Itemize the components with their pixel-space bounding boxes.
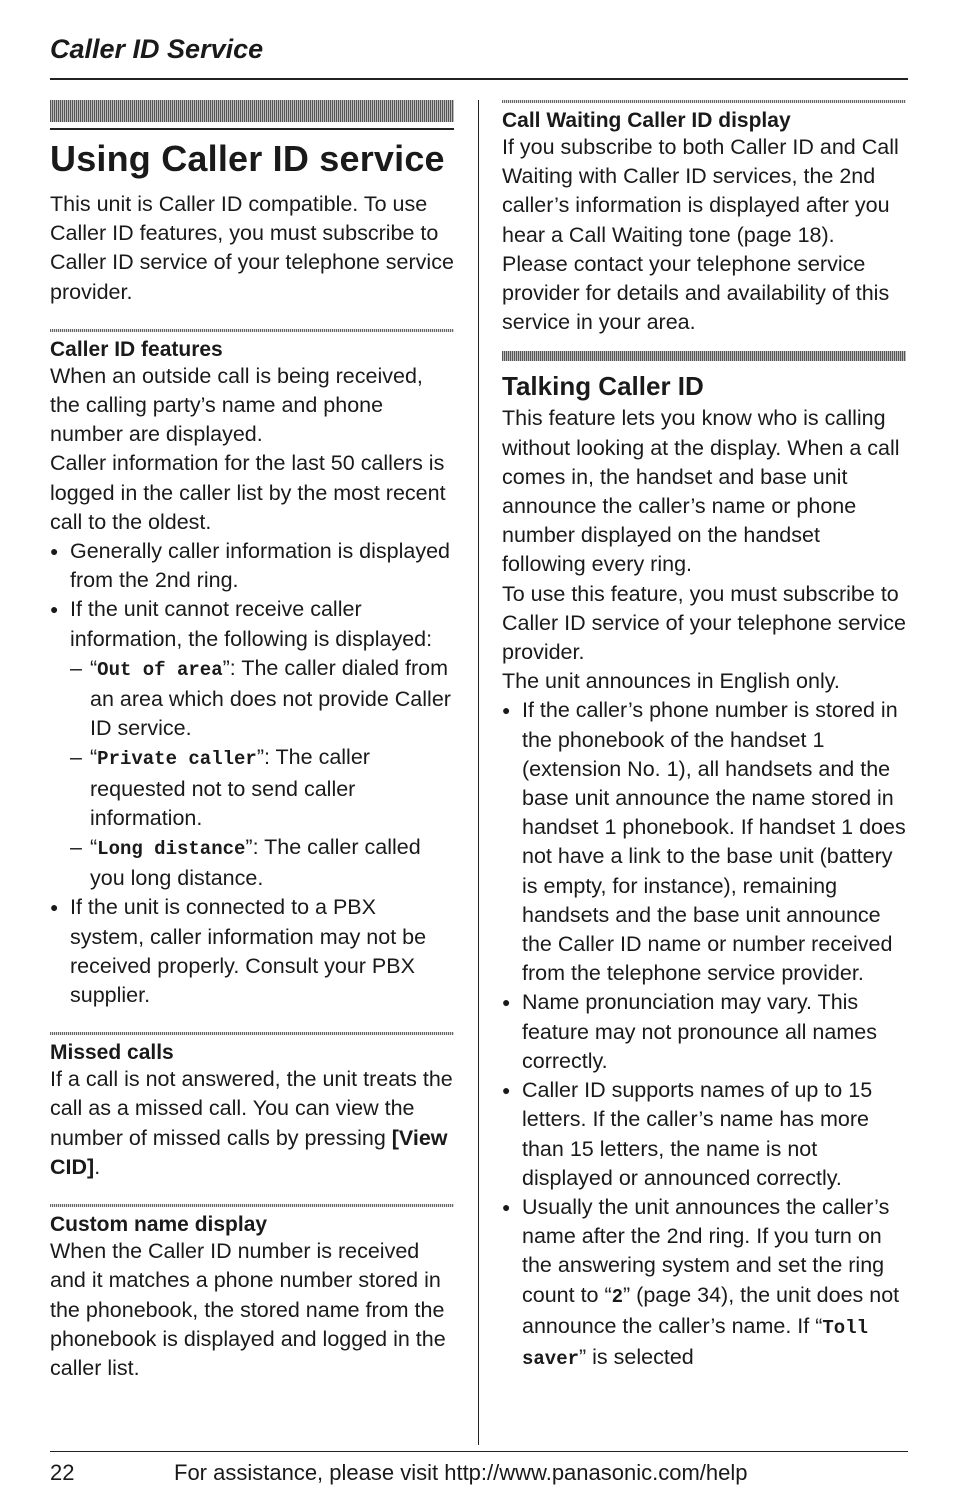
display-code: Private caller: [97, 748, 257, 771]
page-number: 22: [50, 1460, 75, 1485]
call-waiting-paragraph: If you subscribe to both Caller ID and Call Waiting with Caller ID services, the 2nd caller’s information is displayed after you hear a Call Waiting tone (page 18). Please contact your telephone service provider for details and availability of this service in your area.: [502, 135, 899, 335]
display-code: Long distance: [97, 838, 246, 861]
intro-paragraph: This unit is Caller ID compatible. To use Caller ID features, you must subscribe to Caller ID service of your telephone service provider.: [50, 192, 454, 304]
divider: [50, 1204, 454, 1207]
column-divider: [478, 100, 479, 1445]
sub-item: – “Out of area”: The caller dialed from an area which does not provide Caller ID service.: [50, 654, 454, 744]
left-column: [50, 100, 454, 1383]
view-cid-key: [View CID]: [50, 1125, 448, 1179]
sub-item: – “Private caller”: The caller requested not to send caller information.: [50, 743, 454, 833]
heading-bar: [50, 100, 454, 122]
page-footer: [50, 1451, 908, 1485]
custom-name-heading: Custom name display: [50, 1213, 268, 1237]
talking-paragraph-2: To use this feature, you must subscribe to Caller ID service of your telephone service provider.: [502, 581, 906, 665]
right-column: [502, 100, 906, 1374]
talking-paragraph-3: The unit announces in English only.: [502, 669, 840, 694]
page-header: [50, 30, 908, 80]
bullet-item: ● If the unit is connected to a PBX system, caller information may not be received properly. Consult your PBX supplier.: [50, 893, 454, 1010]
bullet-item: ● Name pronunciation may vary. This feature may not pronounce all names correctly.: [502, 988, 906, 1076]
display-code: Toll saver: [522, 1316, 868, 1370]
section-title: Caller ID Service: [50, 34, 264, 64]
help-url-text: For assistance, please visit http://www.panasonic.com/help: [174, 1460, 748, 1485]
missed-calls-heading: Missed calls: [50, 1041, 174, 1065]
missed-calls-paragraph: If a call is not answered, the unit treats the call as a missed call. You can view the number of missed calls by pressing [View CID].: [50, 1067, 453, 1179]
custom-name-paragraph: When the Caller ID number is received and it matches a phone number stored in the phonebook, the stored name from the phonebook is displayed and logged in the caller list.: [50, 1239, 446, 1380]
bullet-item: ● If the unit cannot receive caller information, the following is displayed:: [50, 595, 454, 653]
talking-caller-id-heading: Talking Caller ID: [502, 371, 704, 402]
call-waiting-heading: Call Waiting Caller ID display: [502, 109, 791, 132]
divider: [50, 1032, 454, 1035]
display-code: Out of area: [97, 658, 223, 681]
sub-item: – “Long distance”: The caller called you long distance.: [50, 833, 454, 893]
bullet-item: ● Usually the unit announces the caller’s name after the 2nd ring. If you turn on the answering system and set the ring count to “2” (page 34), the unit does not announce the caller’s name. If “Toll saver” is selected: [502, 1193, 906, 1374]
bullet-item: ● If the caller’s phone number is stored in the phonebook of the handset 1 (extension No. 1), all handsets and the base unit announce the name stored in handset 1 phonebook. If handset 1 does not have a link to the base unit (battery is empty, for instance), remaining handsets and the base unit announce the Caller ID name or number received from the telephone service provider.: [502, 696, 906, 988]
bullet-item: ● Generally caller information is displayed from the 2nd ring.: [50, 537, 454, 595]
divider: [50, 329, 454, 332]
heading-bar: [502, 351, 906, 361]
caller-id-features-heading: Caller ID features: [50, 337, 223, 361]
bullet-item: ● Caller ID supports names of up to 15 letters. If the caller’s name has more than 15 letters, the name is not displayed or announced correctly.: [502, 1076, 906, 1193]
features-paragraph-2: Caller information for the last 50 callers is logged in the caller list by the most recent call to the oldest.: [50, 451, 446, 534]
features-paragraph-1: When an outside call is being received, the calling party’s name and phone number are displayed.: [50, 363, 423, 447]
display-code: 2: [611, 1285, 624, 1308]
divider: [502, 100, 906, 103]
talking-paragraph-1: This feature lets you know who is calling without looking at the display. When a call comes in, the handset and base unit announce the caller’s name or phone number displayed on the handset following every ring.: [502, 406, 900, 577]
page-title: Using Caller ID service: [50, 128, 454, 180]
